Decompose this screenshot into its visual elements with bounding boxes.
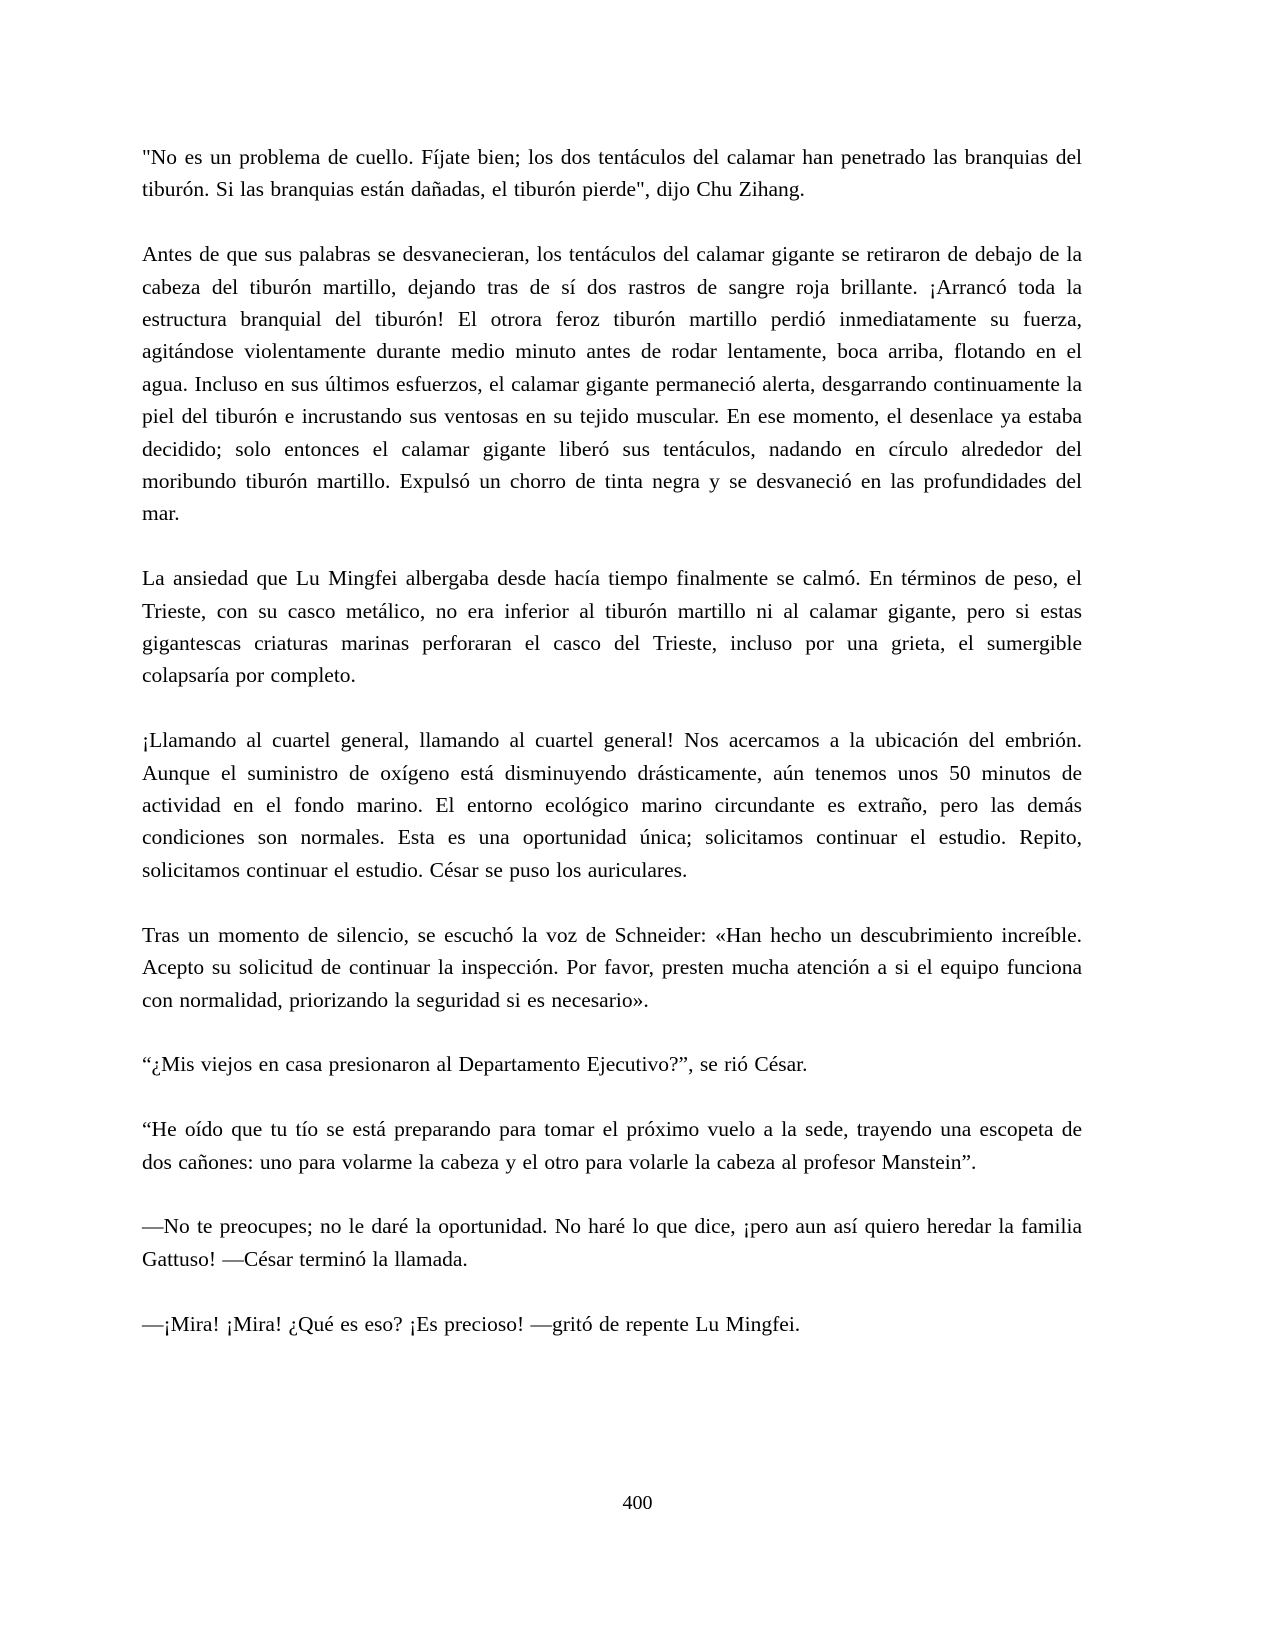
paragraph: —¡Mira! ¡Mira! ¿Qué es eso? ¡Es precioso! —gritó de repente Lu Mingfei.: [142, 1311, 801, 1336]
paragraph: “He oído que tu tío se está preparando para tomar el próximo vuelo a la sede, trayendo una escopeta de dos cañones: uno para volarme la cabeza y el otro para volarle la cabeza al profesor Manstein”.: [142, 1117, 1082, 1174]
paragraph: Tras un momento de silencio, se escuchó la voz de Schneider: «Han hecho un descubrimiento increíble. Acepto su solicitud de continuar la inspección. Por favor, presten mucha atención a si el equipo funciona con normalidad, priorizando la seguridad si es necesario».: [142, 922, 1082, 1012]
page-body-text: [142, 141, 1082, 1340]
paragraph: La ansiedad que Lu Mingfei albergaba desde hacía tiempo finalmente se calmó. En términos de peso, el Trieste, con su casco metálico, no era inferior al tiburón martillo ni al calamar gigante, pero si estas gigantescas criaturas marinas perforaran el casco del Trieste, incluso por una grieta, el sumergible colapsaría por completo.: [142, 566, 1082, 688]
paragraph: “¿Mis viejos en casa presionaron al Departamento Ejecutivo?”, se rió César.: [142, 1052, 808, 1077]
paragraph: "No es un problema de cuello. Fíjate bien; los dos tentáculos del calamar han penetrado las branquias del tiburón. Si las branquias están dañadas, el tiburón pierde", dijo Chu Zihang.: [142, 145, 1082, 202]
page-number: 400: [622, 1492, 653, 1514]
paragraph: —No te preocupes; no le daré la oportunidad. No haré lo que dice, ¡pero aun así quiero heredar la familia Gattuso! —César terminó la llamada.: [142, 1214, 1082, 1271]
paragraph: ¡Llamando al cuartel general, llamando al cuartel general! Nos acercamos a la ubicación del embrión. Aunque el suministro de oxígeno está disminuyendo drásticamente, aún tenemos unos 50 minutos de actividad en el fondo marino. El entorno ecológico marino circundante es extraño, pero las demás condiciones son normales. Esta es una oportunidad única; solicitamos continuar el estudio. Repito, solicitamos continuar el estudio. César se puso los auriculares.: [142, 728, 1082, 882]
paragraph: Antes de que sus palabras se desvanecieran, los tentáculos del calamar gigante se retiraron de debajo de la cabeza del tiburón martillo, dejando tras de sí dos rastros de sangre roja brillante. ¡Arrancó toda la estructura branquial del tiburón! El otrora feroz tiburón martillo perdió inmediatamente su fuerza, agitándose violentamente durante medio minuto antes de rodar lentamente, boca arriba, flotando en el agua. Incluso en sus últimos esfuerzos, el calamar gigante permaneció alerta, desgarrando continuamente la piel del tiburón e incrustando sus ventosas en su tejido muscular. En ese momento, el desenlace ya estaba decidido; solo entonces el calamar gigante liberó sus tentáculos, nadando en círculo alrededor del moribundo tiburón martillo. Expulsó un chorro de tinta negra y se desvaneció en las profundidades del mar.: [142, 242, 1082, 526]
